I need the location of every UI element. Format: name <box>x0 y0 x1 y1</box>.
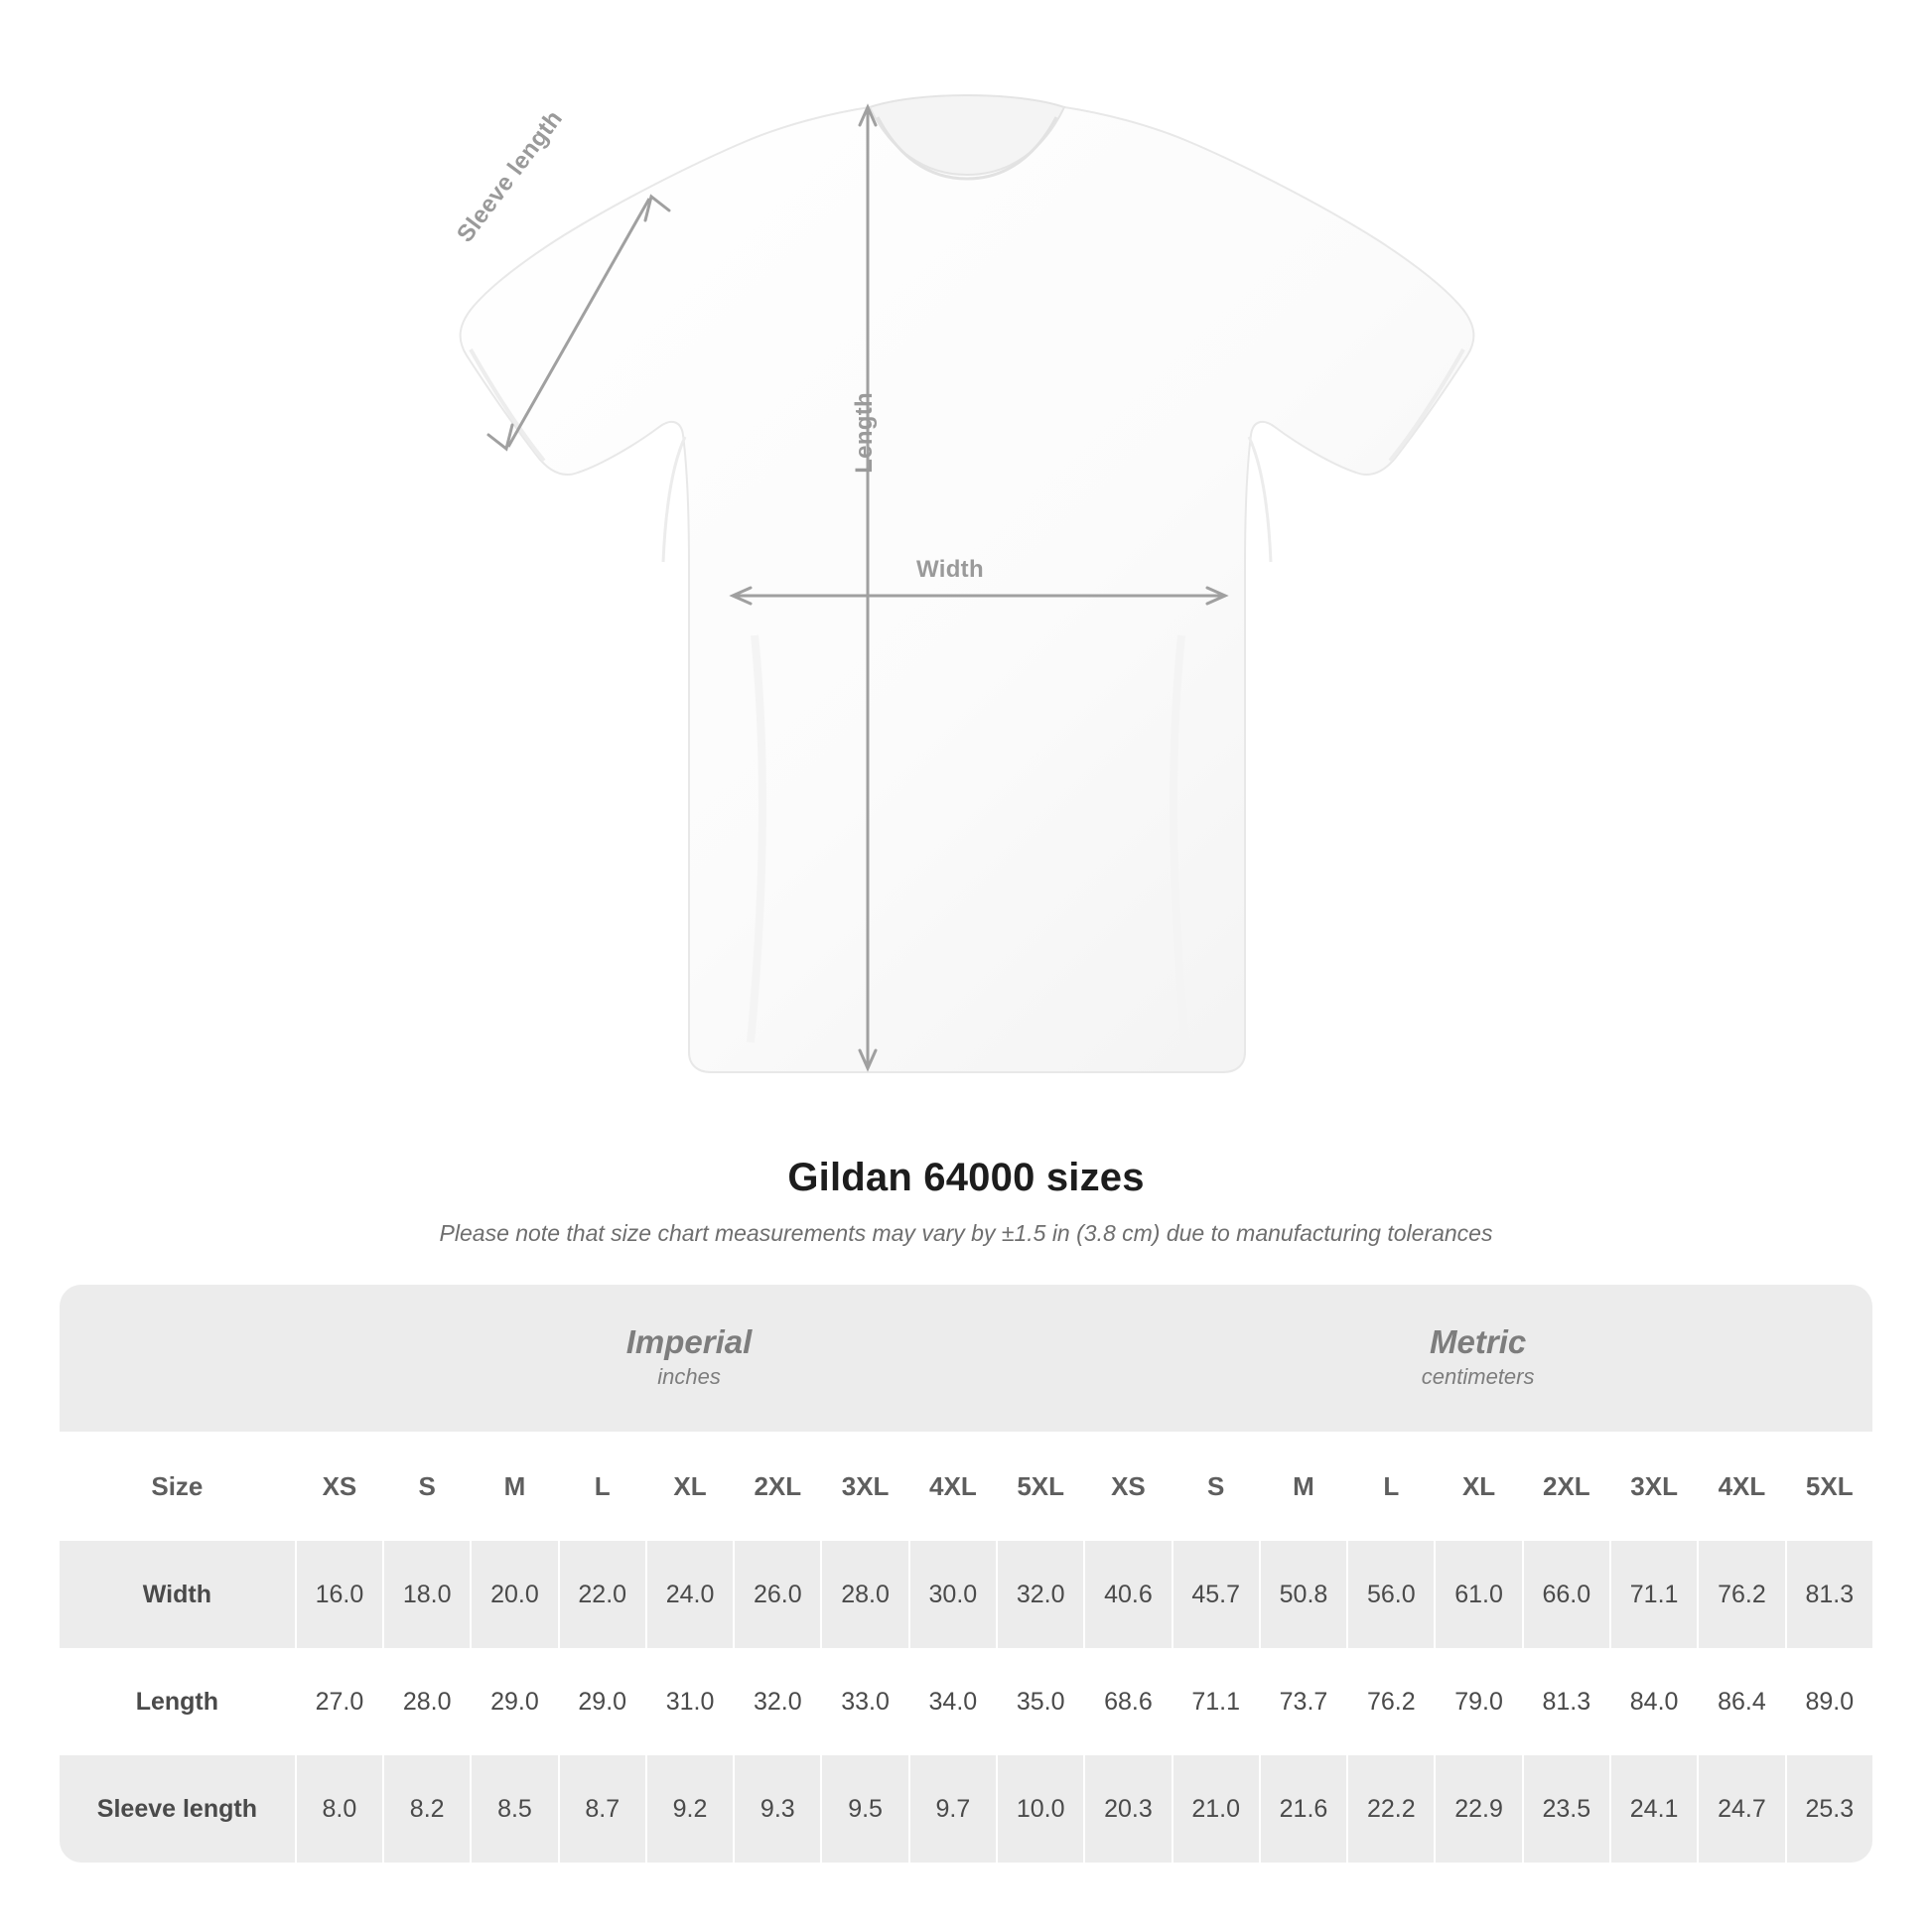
cell-length: 89.0 <box>1785 1648 1872 1755</box>
cell-length: 71.1 <box>1172 1648 1259 1755</box>
cell-width: 66.0 <box>1522 1541 1609 1648</box>
table-row <box>60 1648 1872 1755</box>
cell-length: 79.0 <box>1434 1648 1521 1755</box>
size-column-header: M <box>1259 1432 1346 1541</box>
cell-sleeve-length: 10.0 <box>996 1755 1083 1863</box>
unit-group-metric-name: Metric <box>1430 1322 1527 1360</box>
cell-sleeve-length: 21.0 <box>1172 1755 1259 1863</box>
cell-sleeve-length: 24.7 <box>1697 1755 1784 1863</box>
size-column-header: 3XL <box>820 1432 907 1541</box>
cell-length: 34.0 <box>908 1648 996 1755</box>
size-column-header: 2XL <box>1522 1432 1609 1541</box>
cell-length: 28.0 <box>382 1648 470 1755</box>
table-row <box>60 1541 1872 1648</box>
cell-width: 76.2 <box>1697 1541 1784 1648</box>
unit-header-row <box>60 1285 1872 1432</box>
cell-sleeve-length: 8.2 <box>382 1755 470 1863</box>
row-label-sleeve-length: Sleeve length <box>60 1755 295 1863</box>
cell-width: 16.0 <box>295 1541 382 1648</box>
cell-width: 40.6 <box>1083 1541 1171 1648</box>
tolerance-note: Please note that size chart measurements may vary by ±1.5 in (3.8 cm) due to manufacturing tolerances <box>439 1220 1493 1246</box>
cell-width: 22.0 <box>558 1541 645 1648</box>
cell-length: 29.0 <box>558 1648 645 1755</box>
size-header-label: Size <box>60 1432 295 1541</box>
cell-width: 50.8 <box>1259 1541 1346 1648</box>
unit-header-spacer <box>60 1285 295 1432</box>
cell-width: 45.7 <box>1172 1541 1259 1648</box>
cell-sleeve-length: 9.7 <box>908 1755 996 1863</box>
size-column-header: L <box>558 1432 645 1541</box>
cell-length: 32.0 <box>733 1648 820 1755</box>
cell-width: 24.0 <box>645 1541 733 1648</box>
cell-length: 68.6 <box>1083 1648 1171 1755</box>
size-table-wrapper <box>60 1285 1872 1863</box>
cell-length: 86.4 <box>1697 1648 1784 1755</box>
unit-group-imperial-name: Imperial <box>625 1322 753 1360</box>
cell-sleeve-length: 8.0 <box>295 1755 382 1863</box>
unit-group-metric-sub: centimeters <box>1421 1364 1535 1390</box>
cell-width: 30.0 <box>908 1541 996 1648</box>
size-column-header: 2XL <box>733 1432 820 1541</box>
cell-width: 81.3 <box>1785 1541 1872 1648</box>
size-column-header: XS <box>295 1432 382 1541</box>
size-column-header: 4XL <box>1697 1432 1784 1541</box>
size-column-header: M <box>470 1432 557 1541</box>
size-header-row <box>60 1432 1872 1541</box>
size-column-header: 4XL <box>908 1432 996 1541</box>
row-label-width: Width <box>60 1541 295 1648</box>
cell-width: 28.0 <box>820 1541 907 1648</box>
row-label-length: Length <box>60 1648 295 1755</box>
cell-sleeve-length: 8.5 <box>470 1755 557 1863</box>
cell-sleeve-length: 22.2 <box>1346 1755 1434 1863</box>
cell-length: 84.0 <box>1609 1648 1697 1755</box>
page-title: Gildan 64000 sizes <box>787 1156 1145 1199</box>
cell-width: 71.1 <box>1609 1541 1697 1648</box>
unit-group-metric <box>1083 1285 1872 1432</box>
cell-length: 81.3 <box>1522 1648 1609 1755</box>
cell-length: 29.0 <box>470 1648 557 1755</box>
cell-length: 76.2 <box>1346 1648 1434 1755</box>
shirt-body <box>461 95 1474 1072</box>
cell-width: 20.0 <box>470 1541 557 1648</box>
length-dimension-label: Length <box>851 392 878 474</box>
cell-width: 26.0 <box>733 1541 820 1648</box>
cell-length: 35.0 <box>996 1648 1083 1755</box>
size-column-header: 5XL <box>1785 1432 1872 1541</box>
cell-sleeve-length: 20.3 <box>1083 1755 1171 1863</box>
table-row <box>60 1755 1872 1863</box>
cell-sleeve-length: 23.5 <box>1522 1755 1609 1863</box>
width-dimension-label: Width <box>916 556 984 583</box>
cell-sleeve-length: 8.7 <box>558 1755 645 1863</box>
cell-length: 31.0 <box>645 1648 733 1755</box>
size-column-header: XL <box>645 1432 733 1541</box>
size-column-header: L <box>1346 1432 1434 1541</box>
cell-sleeve-length: 9.2 <box>645 1755 733 1863</box>
size-column-header: S <box>1172 1432 1259 1541</box>
size-table <box>60 1285 1872 1863</box>
unit-group-imperial <box>295 1285 1084 1432</box>
cell-width: 32.0 <box>996 1541 1083 1648</box>
cell-sleeve-length: 21.6 <box>1259 1755 1346 1863</box>
unit-group-imperial-sub: inches <box>657 1364 721 1390</box>
cell-length: 27.0 <box>295 1648 382 1755</box>
size-column-header: S <box>382 1432 470 1541</box>
size-column-header: XS <box>1083 1432 1171 1541</box>
size-column-header: XL <box>1434 1432 1521 1541</box>
cell-sleeve-length: 24.1 <box>1609 1755 1697 1863</box>
cell-width: 61.0 <box>1434 1541 1521 1648</box>
cell-sleeve-length: 9.3 <box>733 1755 820 1863</box>
size-column-header: 5XL <box>996 1432 1083 1541</box>
cell-length: 33.0 <box>820 1648 907 1755</box>
cell-width: 56.0 <box>1346 1541 1434 1648</box>
size-column-header: 3XL <box>1609 1432 1697 1541</box>
cell-length: 73.7 <box>1259 1648 1346 1755</box>
cell-width: 18.0 <box>382 1541 470 1648</box>
cell-sleeve-length: 9.5 <box>820 1755 907 1863</box>
cell-sleeve-length: 22.9 <box>1434 1755 1521 1863</box>
cell-sleeve-length: 25.3 <box>1785 1755 1872 1863</box>
sleeve-length-dimension-label: Sleeve length <box>452 105 569 248</box>
